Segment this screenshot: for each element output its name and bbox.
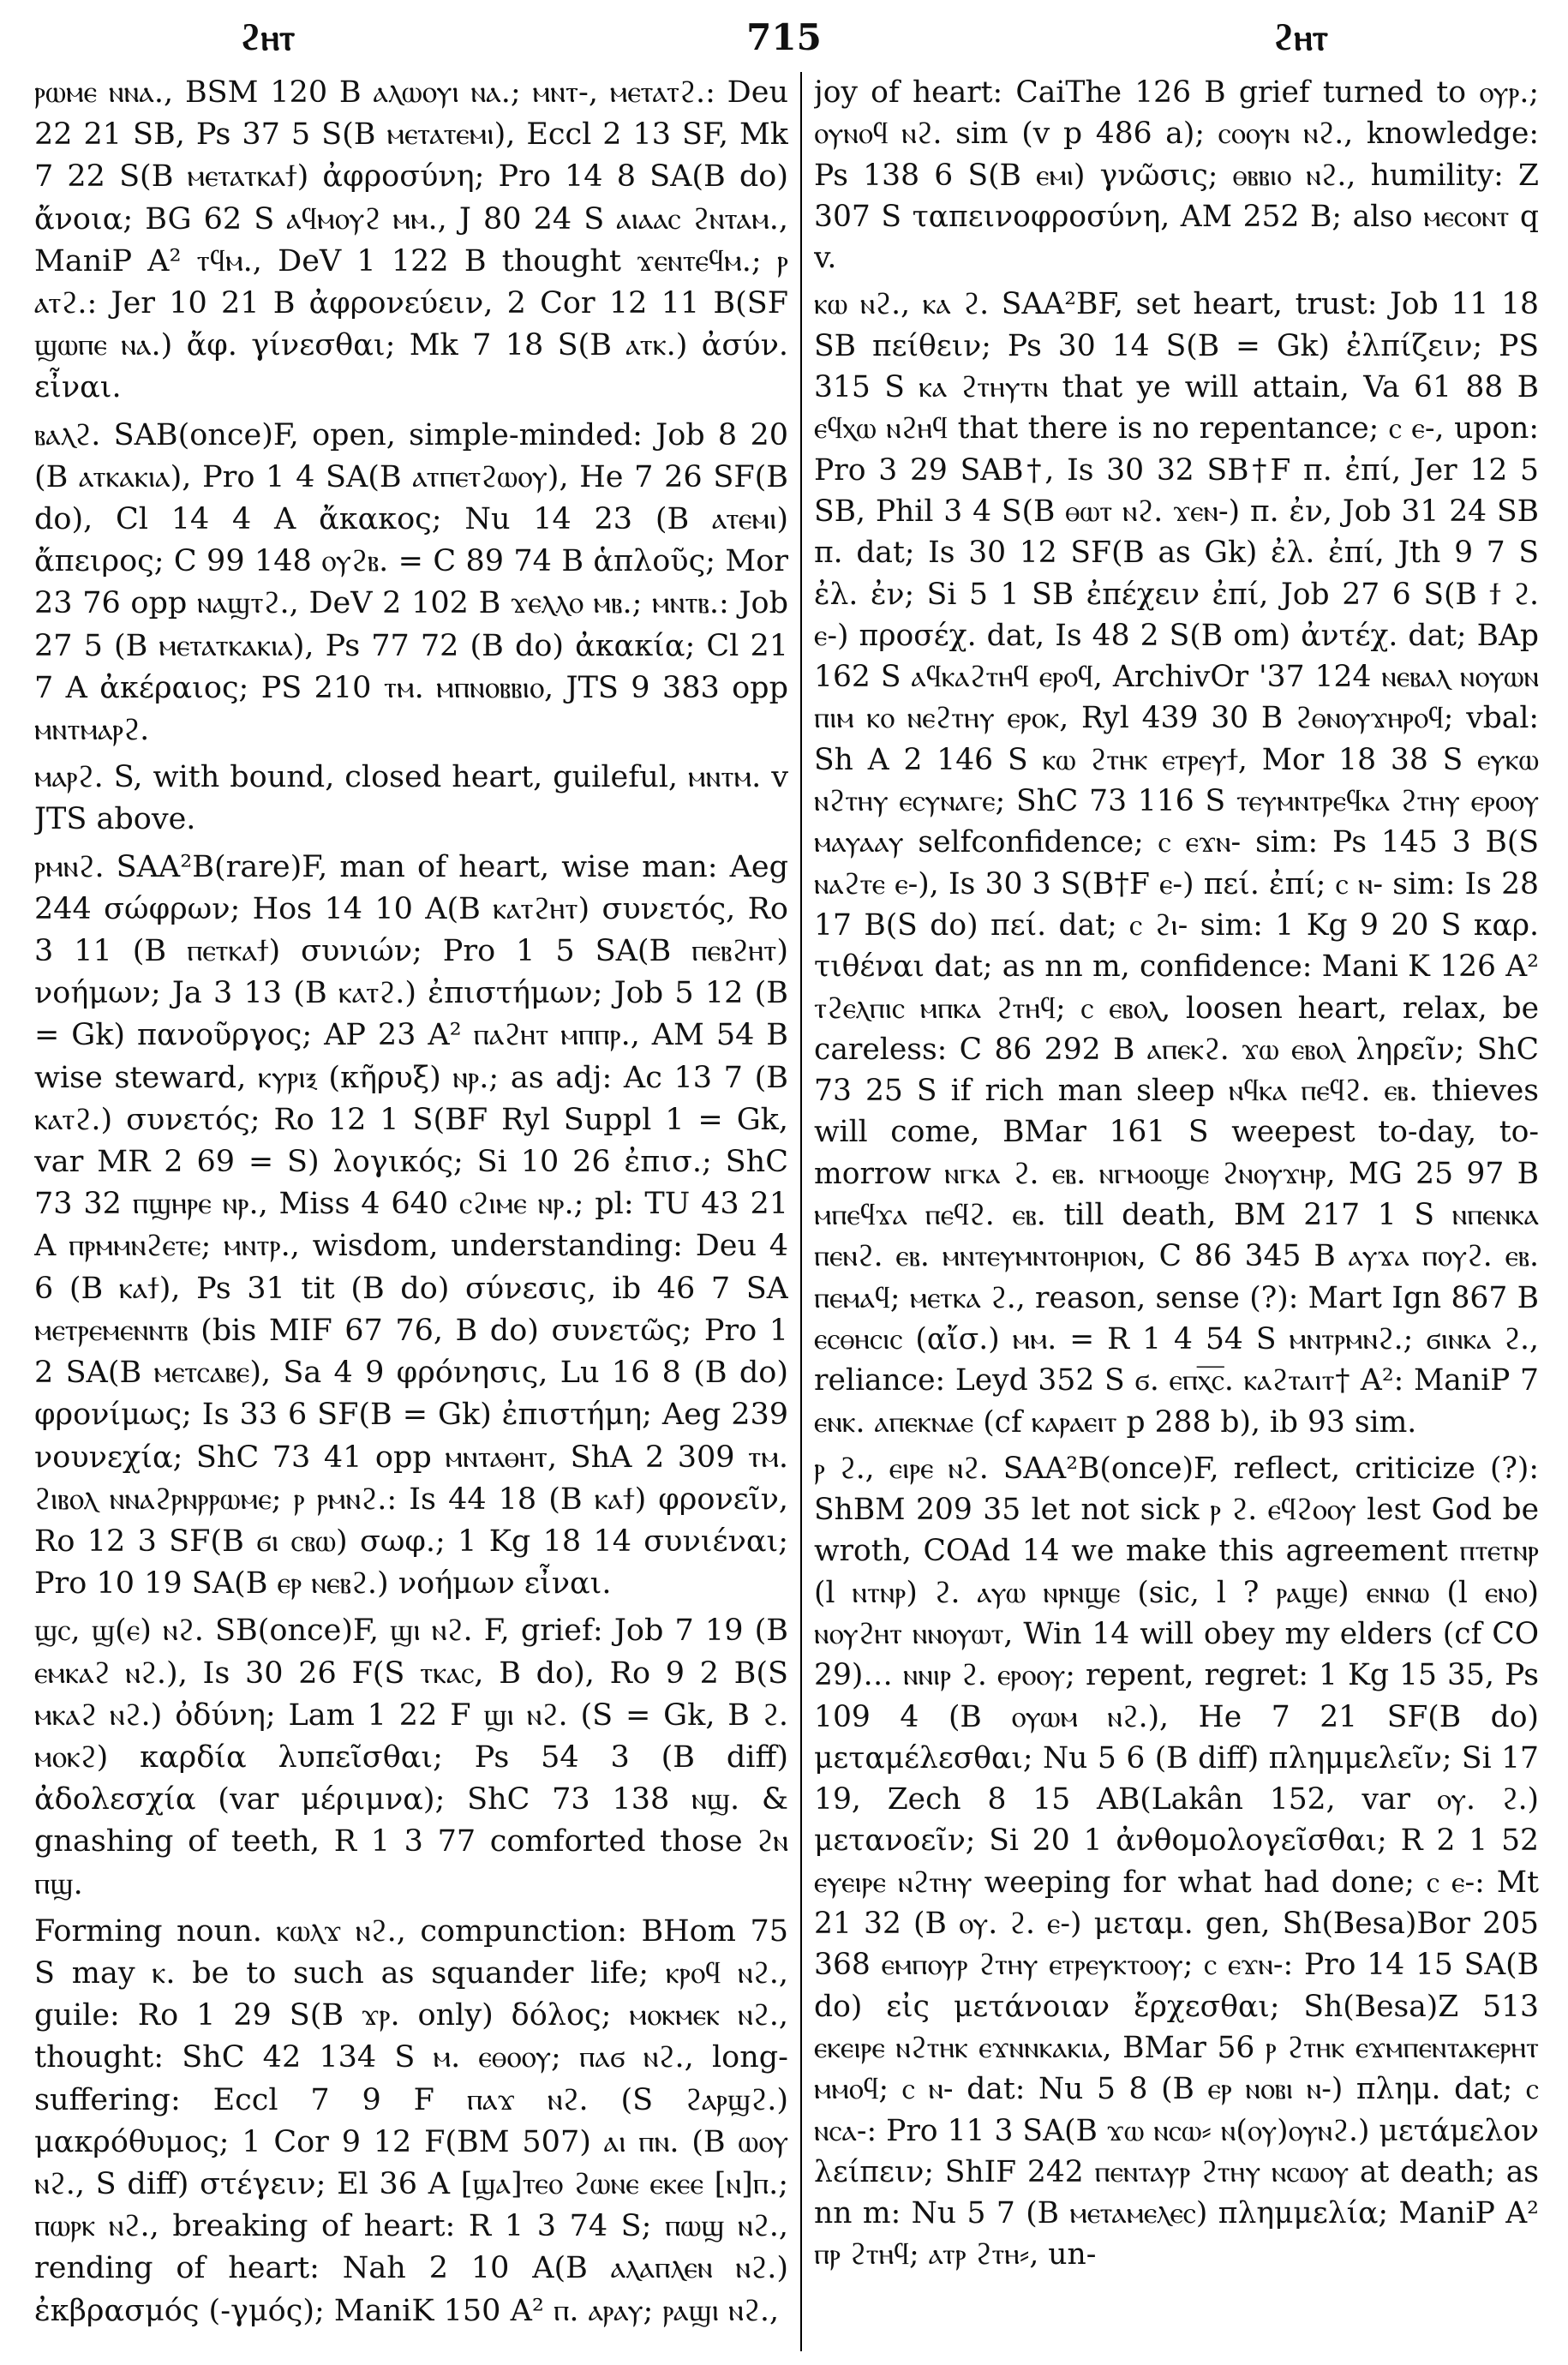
entry-paragraph: ⲕⲱ ⲛϩ., ⲕⲁ ϩ. SAA²BF, set heart, trust: Job 11 18 SB πείθειν; Ps 30 14 S(B = Gk) ἐλπίζειν; PS 315 S ⲕⲁ ϩⲧⲏⲩⲧⲛ that ye will attain, Va 61 88 B ⲉϥⲭⲱ ⲛϩⲏϥ that there is no repentance; ⲥ ⲉ-, upon: Pro 3 29 SAB†, Is 30 32 SB†F π. ἐπί, Jer 12 5 SB, Phil 3 4 S(B ⲑⲱⲧ ⲛϩ. ϫⲉⲛ-) π. ἐν, Job 31 24 SB π. dat; Is 30 12 SF(B as Gk) ἐλ. ἐπί, Jth 9 7 S ἐλ. ἐν; Si 5 1 SB ἐπέχειν ἐπί, Job 27 6 S(B ϯ ϩ. ⲉ-) προσέχ. dat, Is 48 2 S(B om) ἀντέχ. dat; BAp 162 S ⲁϥⲕⲁϩⲧⲏϥ ⲉⲣⲟϥ, ArchivOr '37 124 ⲛⲉⲃⲁⲗ ⲛⲟⲩⲱⲛ ⲡⲓⲙ ⲕⲟ ⲛⲉϩⲧⲏⲩ ⲉⲣⲟⲕ, Ryl 439 30 B ϩⲑⲛⲟⲩϫⲏⲣⲟϥ; vbal: Sh A 2 146 S ⲕⲱ ϩⲧⲏⲕ ⲉⲧⲣⲉⲩϯ, Mor 18 38 S ⲉⲩⲕⲱ ⲛϩⲧⲏⲩ ⲉⲥⲩⲛⲁⲅⲉ; ShC 73 116 S ⲧⲉⲩⲙⲛⲧⲣⲉϥⲕⲁ ϩⲧⲏⲩ ⲉⲣⲟⲟⲩ ⲙⲁⲩⲁⲁⲩ selfconfidence; ⲥ ⲉϫⲛ- sim: Ps 145 3 B(S ⲛⲁϩⲧⲉ ⲉ-), Is 30 3 S(B†F ⲉ-) πεί. ἐπί; ⲥ ⲛ- sim: Is 28 17 B(S do) πεί. dat; ⲥ ϩⲓ- sim: 1 Kg 9 20 S καρ. τιθέναι dat; as nn m, confidence: Mani K 126 A² ⲧϩⲉⲗⲡⲓⲥ ⲙⲡⲕⲁ ϩⲧⲏϥ; ⲥ ⲉⲃⲟⲗ, loosen heart, relax, be careless: C 86 292 B ⲁⲡⲉⲕϩ. ϫⲱ ⲉⲃⲟⲗ ληρεῖν; ShC 73 25 S if rich man sleep ⲛϥⲕⲁ ⲡⲉϥϩ. ⲉⲃ. thieves will come, BMar 161 S weepest to-day, to-morrow ⲛⲅⲕⲁ ϩ. ⲉⲃ. ⲛⲅⲙⲟⲟϣⲉ ϩⲛⲟⲩϫⲏⲣ, MG 25 97 B ⲙⲡⲉϥϫⲁ ⲡⲉϥϩ. ⲉⲃ. till death, BM 217 1 S ⲛⲡⲉⲛⲕⲁ ⲡⲉⲛϩ. ⲉⲃ. ⲙⲛⲧⲉⲩⲙⲛⲧⲟⲏⲣⲓⲟⲛ, C 86 345 B ⲁⲩϫⲁ ⲡⲟⲩϩ. ⲉⲃ. ⲡⲉⲙⲁϥ; ⲙⲉⲧⲕⲁ ϩ., reason, sense (?): Mart Ign 867 B ⲉⲥⲑⲏⲥⲓⲥ (αἴσ.) ⲙⲙ. = R 1 4 54 S ⲙⲛⲧⲣⲙⲛϩ.; ϭⲓⲛⲕⲁ ϩ., reliance: Leyd 352 S ϭ. ⲉⲡⲭ̅ⲥ̅. ⲕⲁϩⲧⲁⲓⲧ† A²: ManiP 7 ⲉⲛⲕ. ⲁⲡⲉⲕⲛⲁⲉ (cf ⲕⲁⲣⲁⲉⲓⲧ p 288 b), ib 93 sim. bbox=[814, 287, 1539, 1440]
column-divider bbox=[800, 72, 802, 2351]
entry-paragraph: ⲣⲱⲙⲉ ⲛⲛⲁ., BSM 120 B ⲁⲗⲱⲟⲩⲓ ⲛⲁ.; ⲙⲛⲧ-, ⲙⲉⲧⲁⲧϩ.: Deu 22 21 SB, Ps 37 5 S(B ⲙⲉⲧⲁⲧⲉⲙⲓ), Eccl 2 13 SF, Mk 7 22 S(B ⲙⲉⲧⲁⲧⲕⲁϯ) ἀφροσύνη; Pro 14 8 SA(B do) ἄνοια; BG 62 S ⲁϥⲙⲟⲩϩ ⲙⲙ., J 80 24 S ⲁⲓⲁⲁⲥ ϩⲛⲧⲁⲙ., ManiP A² ⲧϥⲙ., DeV 1 122 B thought ϫⲉⲛⲧⲉϥⲙ.; ⲣ ⲁⲧϩ.: Jer 10 21 B ἀφρονεύειν, 2 Cor 12 11 B(SF ϣⲱⲡⲉ ⲛⲁ.) ἄφ. γίνεσθαι; Mk 7 18 S(B ⲁⲧⲕ.) ἀσύν. εἶναι. bbox=[34, 75, 788, 405]
right-column bbox=[814, 72, 1539, 2351]
page-header bbox=[34, 12, 1534, 63]
entry-paragraph: ϣⲥ, ϣ(ⲉ) ⲛϩ. SB(once)F, ϣⲓ ⲛϩ. F, grief: Job 7 19 (B ⲉⲙⲕⲁϩ ⲛϩ.), Is 30 26 F(S ⲧⲕⲁⲥ, B do), Ro 9 2 B(S ⲙⲕⲁϩ ⲛϩ.) ὀδύνη; Lam 1 22 F ϣⲓ ⲛϩ. (S = Gk, B ϩ. ⲙⲟⲕϩ) καρδία λυπεῖσθαι; Ps 54 3 (B diff) ἀδολεσχία (var μέριμνα); ShC 73 138 ⲛϣ. & gnashing of teeth, R 1 3 77 comforted those ϩⲛ ⲡϣ. bbox=[34, 1614, 788, 1901]
page-number: 715 bbox=[746, 16, 822, 58]
running-head-right: ϩⲏⲧ bbox=[1272, 16, 1328, 58]
entry-paragraph: ⲃⲁⲗϩ. SAB(once)F, open, simple-minded: Job 8 20 (B ⲁⲧⲕⲁⲕⲓⲁ), Pro 1 4 SA(B ⲁⲧⲡⲉⲧϩⲱⲟⲩ), He 7 26 SF(B do), Cl 14 4 A ἄκακος; Nu 14 23 (B ⲁⲧⲉⲙⲓ) ἄπειρος; C 99 148 ⲟⲩϩⲃ. = C 89 74 B ἁπλοῦς; Mor 23 76 opp ⲛⲁϣⲧϩ., DeV 2 102 B ϫⲉⲗⲗⲟ ⲙⲃ.; ⲙⲛⲧⲃ.: Job 27 5 (B ⲙⲉⲧⲁⲧⲕⲁⲕⲓⲁ), Ps 77 72 (B do) ἀκακία; Cl 21 7 A ἀκέραιος; PS 210 ⲧⲙ. ⲙⲡⲛⲟⲃⲃⲓⲟ, JTS 9 383 opp ⲙⲛⲧⲙⲁⲣϩ. bbox=[34, 417, 788, 748]
running-head-left: ϩⲏⲧ bbox=[240, 16, 296, 58]
entry-paragraph: ⲙⲁⲣϩ. S, with bound, closed heart, guileful, ⲙⲛⲧⲙ. v JTS above. bbox=[34, 760, 788, 837]
entry-paragraph: ⲣ ϩ., ⲉⲓⲣⲉ ⲛϩ. SAA²B(once)F, reflect, criticize (?): ShBM 209 35 let not sick ⲣ ϩ. ⲉϥϩⲟⲟⲩ lest God be wroth, COAd 14 we make this agreement ⲡⲧⲉⲧⲛⲣ (l ⲛⲧⲛⲣ) ϩ. ⲁⲩⲱ ⲛⲣⲛϣⲉ (sic, l ? ⲣⲁϣⲉ) ⲉⲛⲛⲱ (l ⲉⲛⲟ) ⲛⲟⲩϩⲏⲧ ⲛⲛⲟⲩⲱⲧ, Win 14 will obey my elders (cf CO 29)… ⲛⲛⲓⲣ ϩ. ⲉⲣⲟⲟⲩ; repent, regret: 1 Kg 15 35, Ps 109 4 (B ⲟⲩⲱⲙ ⲛϩ.), He 7 21 SF(B do) μεταμέλεσθαι; Nu 5 6 (B diff) πλημμελεῖν; Si 17 19, Zech 8 15 AB(Lakân 152, var ⲟⲩ. ϩ.) μετανοεῖν; Si 20 1 ἀνθομολογεῖσθαι; R 2 1 52 ⲉⲩⲉⲓⲣⲉ ⲛϩⲧⲏⲩ weeping for what had done; ⲥ ⲉ-: Mt 21 32 (B ⲟⲩ. ϩ. ⲉ-) μεταμ. gen, Sh(Besa)Bor 205 368 ⲉⲙⲡⲟⲩⲣ ϩⲧⲏⲩ ⲉⲧⲣⲉⲩⲕⲧⲟⲟⲩ; ⲥ ⲉϫⲛ-: Pro 14 15 SA(B do) εἰς μετάνοιαν ἔρχεσθαι; Sh(Besa)Z 513 ⲉⲕⲉⲓⲣⲉ ⲛϩⲧⲏⲕ ⲉϫⲛⲛⲕⲁⲕⲓⲁ, BMar 56 ⲣ ϩⲧⲏⲕ ⲉϫⲙⲡⲉⲛⲧⲁⲕⲉⲣⲏⲧ ⲙⲙⲟϥ; ⲥ ⲛ- dat: Nu 5 8 (B ⲉⲣ ⲛⲟⲃⲓ ⲛ-) πλημ. dat; ⲥ ⲛⲥⲁ-: Pro 11 3 SA(B ϫⲱ ⲛⲥⲱ⸗ ⲛ(ⲟⲩ)ⲟⲩⲛϩ.) μετάμελον λείπειν; ShIF 242 ⲡⲉⲛⲧⲁⲩⲣ ϩⲧⲏⲩ ⲛⲥⲱⲟⲩ at death; as nn m: Nu 5 7 (B ⲙⲉⲧⲁⲙⲉⲗⲉⲥ) πλημμελία; ManiP A² ⲡⲣ ϩⲧⲏϥ; ⲁⲧⲣ ϩⲧⲏ⸗, un- bbox=[814, 1451, 1539, 2272]
left-column bbox=[34, 72, 788, 2351]
entry-paragraph: ⲣⲙⲛϩ. SAA²B(rare)F, man of heart, wise man: Aeg 244 σώφρων; Hos 14 10 A(B ⲕⲁⲧϩⲏⲧ) συνετός, Ro 3 11 (B ⲡⲉⲧⲕⲁϯ) συνιών; Pro 1 5 SA(B ⲡⲉⲃϩⲏⲧ) νοήμων; Ja 3 13 (B ⲕⲁⲧϩ.) ἐπιστήμων; Job 5 12 (B = Gk) πανοῦργος; AP 23 A² ⲡⲁϩⲏⲧ ⲙⲡⲡⲣ., AM 54 B wise steward, ⲕⲩⲣⲓⲝ (κῆρυξ) ⲛⲣ.; as adj: Ac 13 7 (B ⲕⲁⲧϩ.) συνετός; Ro 12 1 S(BF Ryl Suppl 1 = Gk, var MR 2 69 = S) λογικός; Si 10 26 ἐπισ.; ShC 73 32 ⲡϣⲏⲣⲉ ⲛⲣ., Miss 4 640 ⲥϩⲓⲙⲉ ⲛⲣ.; pl: TU 43 21 A ⲡⲣⲙⲙⲛϩⲉⲧⲉ; ⲙⲛⲧⲣ., wisdom, understanding: Deu 4 6 (B ⲕⲁϯ), Ps 31 tit (B do) σύνεσις, ib 46 7 SA ⲙⲉⲧⲣⲉⲙⲉⲛⲛⲧⲃ (bis MIF 67 76, B do) συνετῶς; Pro 1 2 SA(B ⲙⲉⲧⲥⲁⲃⲉ), Sa 4 9 φρόνησις, Lu 16 8 (B do) φρονίμως; Is 33 6 SF(B = Gk) ἐπιστήμη; Aeg 239 νουνεχία; ShC 73 41 opp ⲙⲛⲧⲁⲑⲏⲧ, ShA 2 309 ⲧⲙ. ϩⲓⲃⲟⲗ ⲛⲛⲁϩⲣⲛⲣⲣⲱⲙⲉ; ⲣ ⲣⲙⲛϩ.: Is 44 18 (B ⲕⲁϯ) φρονεῖν, Ro 12 3 SF(B ϭⲓ ⲥⲃⲱ) σωφ.; 1 Kg 18 14 συνιέναι; Pro 10 19 SA(B ⲉⲣ ⲛⲉⲃϩ.) νοήμων εἶναι. bbox=[34, 849, 788, 1602]
entry-paragraph: Forming noun. ⲕⲱⲗϫ ⲛϩ., compunction: BHom 75 S may ⲕ. be to such as squander life; ⲕⲣⲟϥ ⲛϩ., guile: Ro 1 29 S(B ϫⲣ. only) δόλος; ⲙⲟⲕⲙⲉⲕ ⲛϩ., thought: ShC 42 134 S ⲙ. ⲉⲑⲟⲟⲩ; ⲡⲁϭ ⲛϩ., long-suffering: Eccl 7 9 F ⲡⲁϫ ⲛϩ. (S ϩⲁⲣϣϩ.) μακρόθυμος; 1 Cor 9 12 F(BM 507) ⲁⲓ ⲡⲛ. (B ⲱⲟⲩ ⲛϩ., S diff) στέγειν; El 36 A [ϣⲁ]ⲧⲉⲟ ϩⲱⲛⲉ ⲉⲕⲉⲉ [ⲛ]ⲡ.; ⲡⲱⲣⲕ ⲛϩ., breaking of heart: R 1 3 74 S; ⲡⲱϣ ⲛϩ., rending of heart: Nah 2 10 A(B ⲁⲗⲁⲡⲗⲉⲛ ⲛϩ.) ἐκβρασμός (-γμός); ManiK 150 A² ⲡ. ⲁⲣⲁⲩ; ⲣⲁϣⲓ ⲛϩ., bbox=[34, 1913, 788, 2328]
entry-paragraph: joy of heart: CaiThe 126 B grief turned to ⲟⲩⲣ.; ⲟⲩⲛⲟϥ ⲛϩ. sim (v p 486 a); ⲥⲟⲟⲩⲛ ⲛϩ., knowledge: Ps 138 6 S(B ⲉⲙⲓ) γνῶσις; ⲑⲃⲃⲓⲟ ⲛϩ., humility: Z 307 S ταπεινοφροσύνη, AM 252 B; also ⲙⲉⲥⲟⲛⲧ q v. bbox=[814, 75, 1539, 276]
